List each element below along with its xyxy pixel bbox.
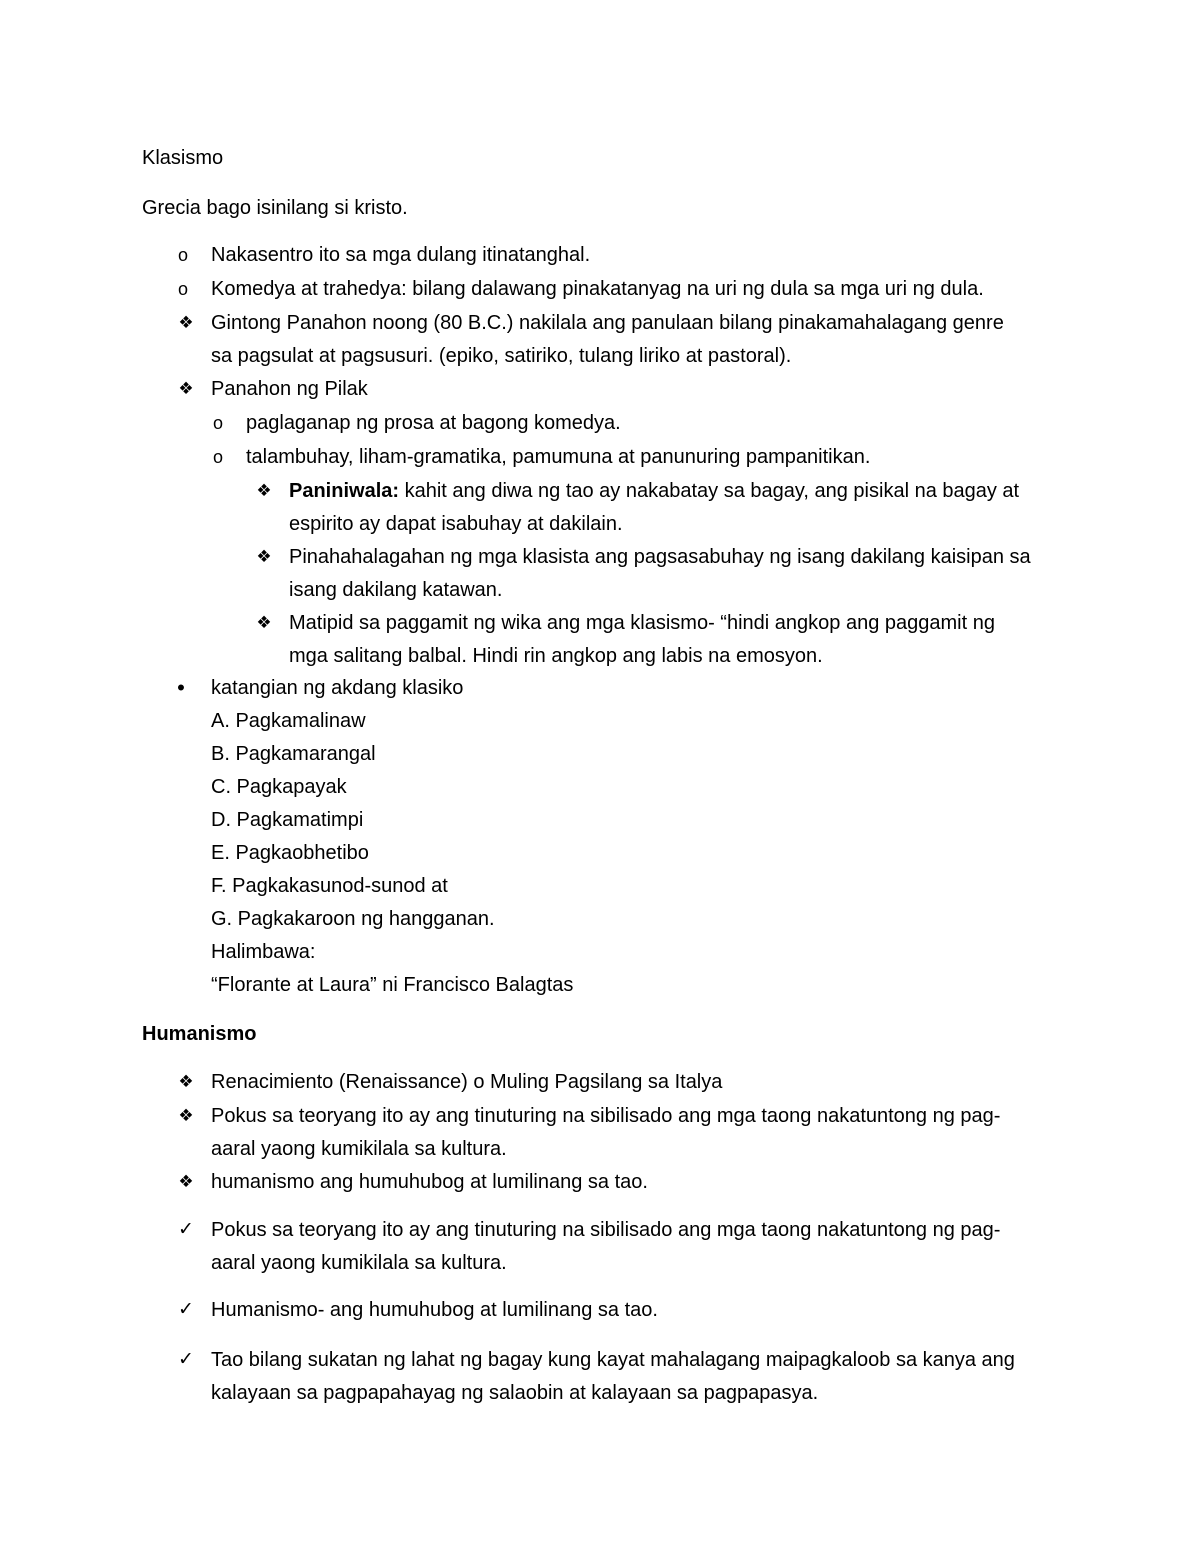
diamond-bullet-icon: ❖ [178, 1106, 194, 1125]
katangian-item: G. Pagkakaroon ng hangganan. [211, 908, 495, 930]
list-item-continuation: aaral yaong kumikilala sa kultura. [211, 1138, 507, 1160]
list-item-continuation: espirito ay dapat isabuhay at dakilain. [289, 513, 623, 535]
katangian-item: C. Pagkapayak [211, 776, 347, 798]
list-item: Panahon ng Pilak [211, 378, 368, 400]
list-item: Pokus sa teoryang ito ay ang tinuturing na sibilisado ang mga taong nakatuntong ng pag- [211, 1105, 1001, 1127]
diamond-bullet-icon: ❖ [178, 313, 194, 332]
list-item: paglaganap ng prosa at bagong komedya. [246, 412, 621, 434]
list-item: humanismo ang humuhubog at lumilinang sa tao. [211, 1171, 648, 1193]
list-item: Humanismo- ang humuhubog at lumilinang sa tao. [211, 1299, 658, 1321]
section-title-humanismo: Humanismo [142, 1023, 257, 1045]
list-item: katangian ng akdang klasiko [211, 677, 464, 699]
list-item-continuation: aaral yaong kumikilala sa kultura. [211, 1252, 507, 1274]
list-item: Pokus sa teoryang ito ay ang tinuturing na sibilisado ang mga taong nakatuntong ng pag- [211, 1219, 1001, 1241]
list-item-continuation: isang dakilang katawan. [289, 579, 503, 601]
list-item: Renacimiento (Renaissance) o Muling Pagsilang sa Italya [211, 1071, 723, 1093]
katangian-item: A. Pagkamalinaw [211, 710, 366, 732]
circle-bullet-icon: o [212, 447, 223, 467]
circle-bullet-icon: o [177, 245, 188, 265]
katangian-item: F. Pagkakasunod-sunod at [211, 875, 448, 897]
list-item [289, 478, 1019, 504]
diamond-bullet-icon: ❖ [178, 1172, 194, 1191]
intro-text: Grecia bago isinilang si kristo. [142, 197, 408, 219]
katangian-item: E. Pagkaobhetibo [211, 842, 369, 864]
diamond-bullet-icon: ❖ [178, 379, 194, 398]
list-item: Nakasentro ito sa mga dulang itinatanghal. [211, 244, 591, 266]
diamond-bullet-icon: ❖ [256, 481, 272, 500]
checkmark-icon: ✓ [178, 1219, 194, 1240]
halimbawa-text: “Florante at Laura” ni Francisco Balagtas [211, 974, 574, 996]
bullet-dot-icon: • [177, 675, 185, 700]
list-item: Tao bilang sukatan ng lahat ng bagay kung kayat mahalagang maipagkaloob sa kanya ang [211, 1349, 1015, 1371]
list-item-continuation: sa pagsulat at pagsusuri. (epiko, satiriko, tulang liriko at pastoral). [211, 345, 792, 367]
circle-bullet-icon: o [212, 413, 223, 433]
list-item: Matipid sa paggamit ng wika ang mga klasismo- “hindi angkop ang paggamit ng [289, 612, 995, 634]
list-item-continuation: mga salitang balbal. Hindi rin angkop ang labis na emosyon. [289, 645, 823, 667]
checkmark-icon: ✓ [178, 1299, 194, 1320]
katangian-item: B. Pagkamarangal [211, 743, 376, 765]
bold-label: Paniniwala: [289, 480, 400, 502]
halimbawa-label: Halimbawa: [211, 941, 316, 963]
list-item: Pinahahalagahan ng mga klasista ang pagsasabuhay ng isang dakilang kaisipan sa [289, 546, 1031, 568]
list-item: Gintong Panahon noong (80 B.C.) nakilala ang panulaan bilang pinakamahalagang genre [211, 312, 1004, 334]
section-title-klasismo: Klasismo [142, 147, 224, 169]
circle-bullet-icon: o [177, 279, 188, 299]
list-item-continuation: kalayaan sa pagpapahayag ng salaobin at kalayaan sa pagpapasya. [211, 1382, 819, 1404]
checkmark-icon: ✓ [178, 1349, 194, 1370]
list-item: talambuhay, liham-gramatika, pamumuna at panunuring pampanitikan. [246, 446, 871, 468]
list-item-text: kahit ang diwa ng tao ay nakabatay sa bagay, ang pisikal na bagay at [404, 480, 1020, 502]
diamond-bullet-icon: ❖ [256, 547, 272, 566]
diamond-bullet-icon: ❖ [178, 1072, 194, 1091]
katangian-item: D. Pagkamatimpi [211, 809, 364, 831]
list-item: Komedya at trahedya: bilang dalawang pinakatanyag na uri ng dula sa mga uri ng dula. [211, 278, 984, 300]
diamond-bullet-icon: ❖ [256, 613, 272, 632]
